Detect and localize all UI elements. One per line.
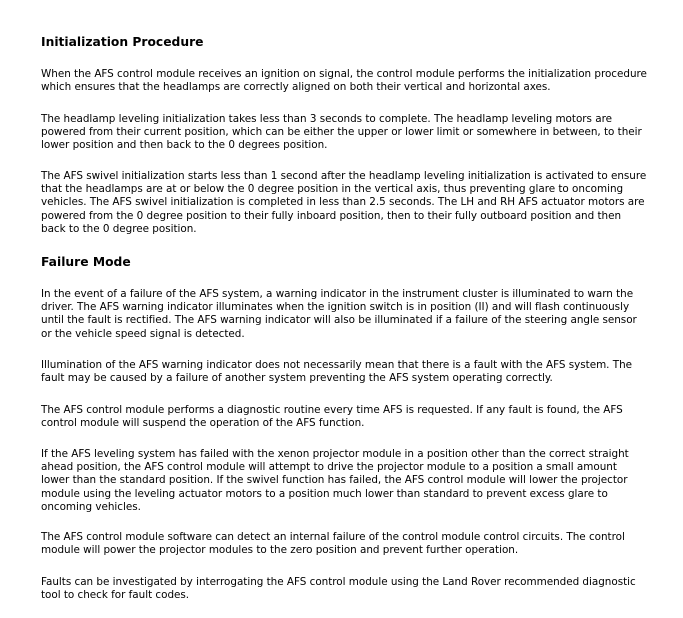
paragraph: Faults can be investigated by interrogating the AFS control module using the Land Rover recommended diagnostic tool to check for fault codes. [41, 576, 636, 602]
paragraph: The AFS swivel initialization starts less than 1 second after the headlamp leveling initialization is activated to ensure that the headlamps are at or below the 0 degree position in the vertical axis, thus preventing glare to oncoming vehicles. The AFS swivel initialization is completed in less than 2.5 seconds. The LH and RH AFS actuator motors are powered from the 0 degree position to their fully inboard position, then to their fully outboard position and then back to the 0 degree position. [41, 170, 647, 235]
paragraph: Illumination of the AFS warning indicator does not necessarily mean that there is a fault with the AFS system. The fault may be caused by a failure of another system preventing the AFS system operating correctly. [41, 359, 633, 385]
paragraph: The AFS control module performs a diagnostic routine every time AFS is requested. If any fault is found, the AFS control module will suspend the operation of the AFS function. [41, 404, 623, 430]
paragraph: The AFS control module software can detect an internal failure of the control module control circuits. The control module will power the projector modules to the zero position and prevent further operation. [41, 531, 625, 557]
section-heading-failure-mode: Failure Mode [41, 255, 131, 269]
section-heading-initialization: Initialization Procedure [41, 35, 204, 49]
paragraph: The headlamp leveling initialization takes less than 3 seconds to complete. The headlamp leveling motors are powered from their current position, which can be either the upper or lower limit or somewhere in between, to their lower position and then back to the 0 degrees position. [41, 113, 642, 152]
paragraph: When the AFS control module receives an ignition on signal, the control module performs the initialization procedure which ensures that the headlamps are correctly aligned on both their vertical and horizontal axes. [41, 68, 647, 94]
paragraph: In the event of a failure of the AFS system, a warning indicator in the instrument cluster is illuminated to warn the driver. The AFS warning indicator illuminates when the ignition switch is in position (II) and will flash continuously until the fault is rectified. The AFS warning indicator will also be illuminated if a failure of the steering angle sensor or the vehicle speed signal is detected. [41, 288, 637, 340]
paragraph: If the AFS leveling system has failed with the xenon projector module in a position other than the correct straight ahead position, the AFS control module will attempt to drive the projector module to a position a small amount lower than the standard position. If the swivel function has failed, the AFS control module will lower the projector module using the leveling actuator motors to a position much lower than standard to prevent excess glare to oncoming vehicles. [41, 448, 629, 513]
